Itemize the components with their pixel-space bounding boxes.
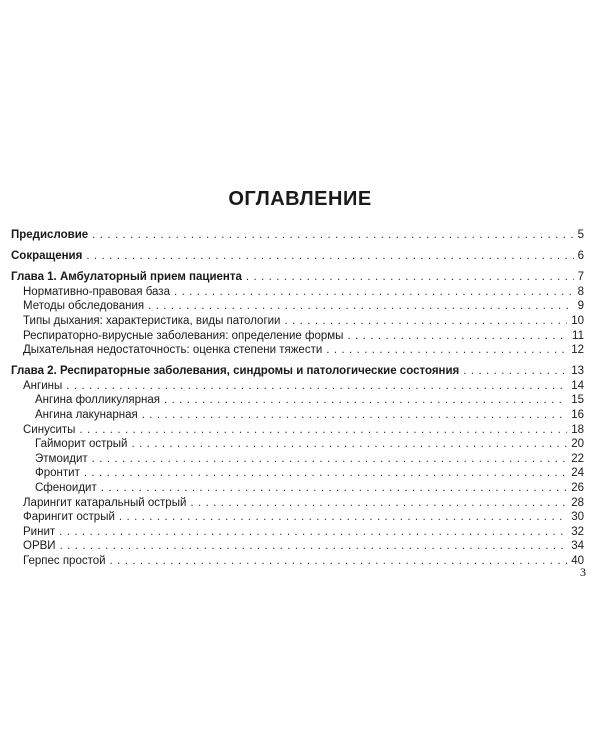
toc-entry-label: Ринит (23, 525, 56, 538)
toc-entry-page: 13 (571, 365, 584, 378)
leader-dots (131, 437, 567, 452)
toc-entry (11, 452, 584, 467)
leader-dots (66, 379, 567, 394)
leader-dots (84, 466, 567, 481)
toc-entry-label: Дыхательная недостаточность: оценка степени тяжести (23, 344, 323, 357)
toc-entry-label: Ангины (23, 379, 63, 392)
toc-entry-label: Методы обследования (23, 300, 145, 313)
toc-entry-page: 26 (571, 482, 584, 494)
leader-dots (190, 496, 567, 511)
toc-entry-abbreviations (11, 249, 584, 264)
toc-entry (11, 437, 584, 452)
leader-dots (142, 408, 567, 423)
toc-entry-label: Ларингит катаральный острый (23, 496, 187, 509)
toc-entry (11, 554, 584, 569)
toc-entry-page: 34 (571, 540, 584, 553)
leader-dots (60, 539, 568, 554)
leader-dots (86, 249, 573, 264)
toc-entry-page: 10 (571, 314, 584, 327)
toc-entry-page: 5 (577, 229, 584, 241)
toc-entry-page: 40 (571, 554, 584, 567)
toc-entry (11, 408, 584, 423)
leader-dots (92, 452, 568, 467)
toc-entry (11, 285, 584, 300)
toc-entry-label: Глава 1. Амбулаторный прием пациента (11, 271, 242, 284)
toc-entry-label: Этмоидит (35, 452, 88, 465)
leader-dots (101, 481, 567, 496)
leader-dots (463, 364, 567, 379)
toc-entry (11, 525, 584, 540)
toc-entry-page: 24 (571, 467, 584, 480)
toc-entry-page: 32 (571, 525, 584, 538)
toc-entry (11, 314, 584, 329)
toc-entry-label: Сокращения (11, 250, 83, 263)
toc-entry-page: 6 (577, 250, 584, 263)
toc-entry-label: Фронтит (35, 467, 80, 480)
toc-entry (11, 299, 584, 314)
toc-entry-page: 16 (571, 409, 584, 422)
table-of-contents (11, 228, 584, 569)
toc-entry (11, 423, 584, 438)
toc-entry (11, 466, 584, 481)
toc-entry-page: 14 (571, 379, 584, 392)
toc-entry-label: Фарингит острый (23, 511, 115, 524)
leader-dots (110, 554, 568, 569)
toc-entry-label: Респираторно-вирусные заболевания: определение формы (23, 329, 344, 342)
leader-dots (92, 228, 573, 243)
toc-entry-page: 30 (571, 511, 584, 524)
toc-entry-preface (11, 228, 584, 243)
leader-dots (326, 343, 567, 358)
leader-dots (164, 393, 567, 408)
toc-entry-chapter-2 (11, 364, 584, 379)
toc-entry-page: 20 (571, 438, 584, 451)
leader-dots (174, 285, 574, 300)
toc-entry (11, 481, 584, 496)
leader-dots (284, 314, 567, 329)
toc-entry-label: Сфеноидит (35, 482, 97, 494)
toc-entry (11, 379, 584, 394)
toc-entry (11, 539, 584, 554)
leader-dots (59, 525, 567, 540)
toc-entry (11, 343, 584, 358)
toc-entry-label: Ангина фолликулярная (35, 394, 160, 407)
toc-entry (11, 496, 584, 511)
toc-entry-chapter-1 (11, 270, 584, 285)
toc-entry-page: 7 (577, 271, 584, 284)
page-number: 3 (580, 565, 586, 579)
leader-dots (148, 299, 573, 314)
leader-dots (347, 329, 568, 344)
toc-entry-page: 28 (571, 496, 584, 509)
toc-entry-page: 8 (577, 285, 584, 298)
leader-dots (246, 270, 574, 285)
toc-entry-page: 15 (571, 394, 584, 407)
toc-entry (11, 393, 584, 408)
toc-entry-label: Типы дыхания: характеристика, виды патологии (23, 314, 281, 327)
toc-entry-label: Предисловие (11, 229, 89, 241)
toc-entry-page: 11 (572, 329, 584, 342)
toc-entry-label: Синуситы (23, 423, 76, 436)
toc-entry-page: 12 (571, 344, 584, 357)
leader-dots (79, 423, 567, 438)
leader-dots (119, 510, 567, 525)
toc-entry (11, 510, 584, 525)
page-title: ОГЛАВЛЕНИЕ (228, 188, 372, 210)
toc-entry-page: 9 (577, 300, 584, 313)
toc-entry-label: Герпес простой (23, 554, 106, 567)
toc-entry-page: 18 (571, 423, 584, 436)
toc-entry-page: 22 (571, 452, 584, 465)
toc-entry (11, 329, 584, 344)
toc-entry-label: Ангина лакунарная (35, 409, 138, 422)
toc-entry-label: Гайморит острый (35, 438, 128, 451)
toc-entry-label: Нормативно-правовая база (23, 285, 170, 298)
toc-entry-label: ОРВИ (23, 540, 56, 553)
toc-entry-label: Глава 2. Респираторные заболевания, синдромы и патологические состояния (11, 365, 460, 378)
